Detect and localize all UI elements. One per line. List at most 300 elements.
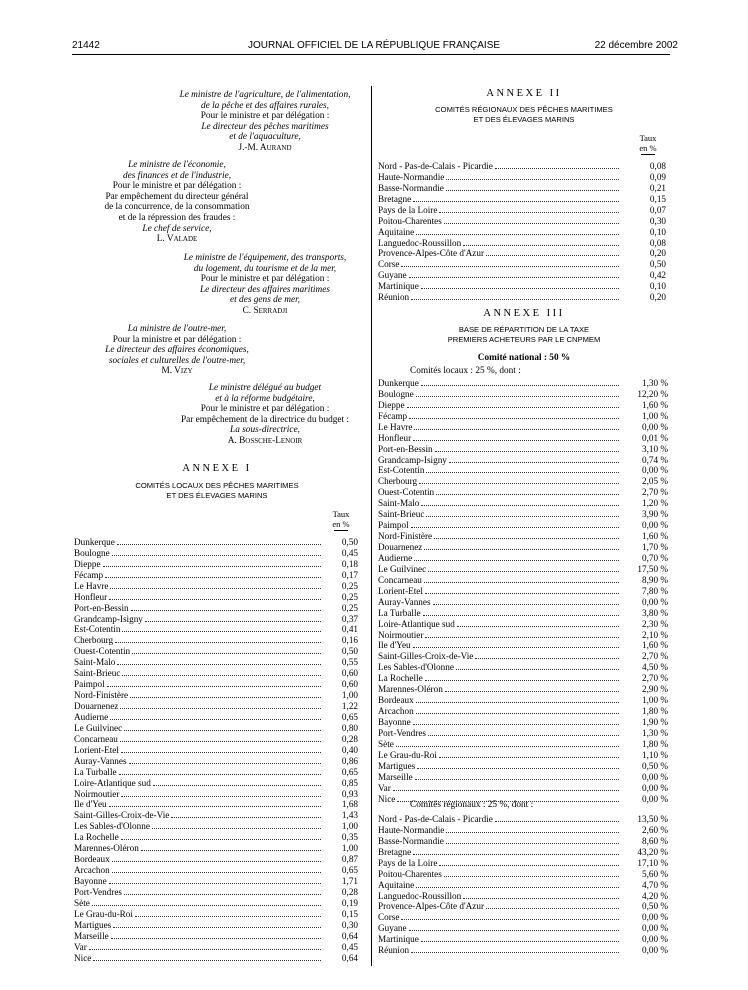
dot-leader [463,244,619,246]
row-label: Fécamp [378,410,408,421]
row-value: 0,45 [341,941,358,952]
dot-leader [416,712,619,714]
row-label: Pays de la Loire [378,857,438,868]
row-value: 1,10 % [641,749,668,760]
row-label: Noirmoutier [378,629,424,640]
table-row [74,898,358,909]
row-value: 0,00 % [641,945,668,956]
table-row [378,825,668,836]
table-row [378,597,668,608]
table-row [74,701,358,712]
row-label: Haute-Normandie [378,171,445,182]
comite-national: Comité national : 50 % [477,353,571,363]
dot-leader [92,904,321,906]
dot-leader [417,767,619,769]
row-label: Le Havre [74,580,109,591]
row-label: Marseille [74,930,109,941]
table-row [74,778,358,789]
row-value: 0,00 % [641,465,668,476]
row-value: 0,10 [649,226,666,237]
table-row [74,537,358,548]
row-label: Saint-Brieuc [74,668,121,679]
table-row [378,717,668,728]
dot-leader [446,189,619,191]
signature-line: Par empêchement de la directrice du budget : [180,414,350,425]
dot-leader [117,543,321,545]
dot-leader [413,853,619,855]
table-row [378,662,668,673]
dot-leader [112,860,321,862]
table-row [74,843,358,854]
annexe3-title: ANNEXE III [483,308,565,319]
signature-line: des finances et de l'industrie, [122,170,232,181]
table-row [378,227,666,238]
row-label: Saint-Brieuc [378,509,425,520]
row-value: 0,64 [341,930,358,941]
row-label: Guyane [378,923,407,934]
row-value: 0,40 [341,744,358,755]
row-label: Saint-Malo [378,498,420,509]
table-row [378,761,668,772]
row-value: 0,70 % [641,552,668,563]
dot-leader [113,926,321,928]
row-label: Nord - Pas-de-Calais - Picardie [378,813,493,824]
row-value: 3,90 % [641,509,668,520]
row-label: Aquitaine [378,879,415,890]
table-row [378,542,668,553]
signature-line: et à la réforme budgétaire, [215,393,315,404]
row-label: Réunion [378,292,410,303]
row-label: Le Havre [378,421,413,432]
table-row [74,832,358,843]
table-row [74,581,358,592]
row-label: Arcachon [378,706,414,717]
row-value: 0,00 % [641,923,668,934]
row-value: 8,60 % [641,835,668,846]
dot-leader [424,548,619,550]
annexe2-table [378,161,666,303]
row-value: 0,25 [341,591,358,602]
dot-leader [434,537,619,539]
dot-leader [105,576,321,578]
row-label: Bretagne [378,193,412,204]
row-value: 0,65 [341,711,358,722]
table-row [378,880,668,891]
table-row [74,854,358,865]
row-value: 8,90 % [641,574,668,585]
dot-leader [421,287,619,289]
dot-leader [411,951,619,953]
row-value: 7,80 % [641,585,668,596]
dot-leader [413,646,619,648]
signature-line: Pour la ministre et par délégation : [112,334,242,345]
dot-leader [444,222,619,224]
row-label: Saint-Malo [74,657,116,668]
row-value: 0,28 [341,886,358,897]
row-value: 3,10 % [641,443,668,454]
row-value: 0,65 [341,766,358,777]
row-label: Poitou-Charentes [378,868,442,879]
row-label: Saint-Gilles-Croix-de-Vie [378,651,474,662]
table-row [378,814,668,825]
dot-leader [413,200,619,202]
header-rule [72,54,670,55]
signature-line: et des gens de mer, [230,295,300,306]
table-row [74,614,358,625]
row-label: Languedoc-Roussillon [378,237,462,248]
row-value: 0,20 [649,248,666,259]
row-label: Loire-Atlantique sud [74,777,151,788]
table-row [74,756,358,767]
row-value: 1,30 % [641,727,668,738]
row-label: Marennes-Oléron [74,843,139,854]
row-value: 0,00 % [641,421,668,432]
table-row [378,869,668,880]
row-value: 0,65 [341,865,358,876]
row-value: 1,00 [341,843,358,854]
row-value: 1,00 [341,821,358,832]
row-value: 0,25 [341,602,358,613]
dot-leader [415,778,619,780]
table-row [378,238,666,249]
row-value: 1,00 [341,690,358,701]
table-row [378,476,668,487]
dot-leader [132,652,321,654]
table-row [378,858,668,869]
row-label: Paimpol [378,520,409,531]
row-label: Concarneau [378,574,422,585]
table-row [378,586,668,597]
dot-leader [124,729,321,731]
table-row [378,750,668,761]
dot-leader [409,929,619,931]
table-row [378,161,666,172]
table-row [378,619,668,630]
row-label: Poitou-Charentes [378,215,442,226]
row-value: 1,43 [341,810,358,821]
row-label: Douarnenez [74,701,119,712]
row-label: Grandcamp-Isigny [378,454,447,465]
row-value: 3,80 % [641,607,668,618]
table-row [378,292,666,303]
table-row [378,487,668,498]
dot-leader [414,559,619,561]
dot-leader [446,178,619,180]
row-label: Port-Vendres [378,727,426,738]
table-row [74,953,358,964]
row-label: Cherbourg [378,476,418,487]
table-row [378,684,668,695]
dot-leader [401,918,619,920]
row-label: Haute-Normandie [378,824,445,835]
dot-leader [475,657,619,659]
row-label: Le Guilvinec [74,722,123,733]
row-label: Audierne [378,552,413,563]
dot-leader [495,167,619,169]
row-label: Le Guilvinec [378,563,427,574]
table-row [74,920,358,931]
signature-line: Le directeur des affaires économiques, [105,345,249,356]
table-row [378,564,668,575]
signature-line: de la pêche et des affaires rurales, [201,100,329,111]
dot-leader [428,570,619,572]
table-row [378,498,668,509]
table-row [74,548,358,559]
row-value: 0,08 [649,237,666,248]
row-label: Ouest-Cotentin [378,487,435,498]
dot-leader [152,827,321,829]
dot-leader [413,723,619,725]
row-value: 0,45 [341,547,358,558]
row-value: 0,10 [649,281,666,292]
signature-line: Pour le ministre et par délégation : [200,274,330,285]
dot-leader [120,707,321,709]
table-row [378,706,668,717]
table-row [74,767,358,778]
row-value: 1,60 % [641,399,668,410]
signature-line: La ministre de l'outre-mer, [127,324,227,334]
row-label: Var [378,782,391,793]
dot-leader [421,384,619,386]
dot-leader [419,482,619,484]
dot-leader [411,526,619,528]
dot-leader [141,849,321,851]
table-row [378,923,668,934]
signature-line: Pour le ministre et par délégation : [200,111,330,122]
table-row [378,902,668,913]
dot-leader [411,298,619,300]
signature-budget [150,383,380,447]
row-value: 1,70 % [641,542,668,553]
annexe2-subtitle [378,105,670,124]
dot-leader [416,395,619,397]
row-label: Martigues [74,919,112,930]
dot-leader [486,254,619,256]
dot-leader [112,554,321,556]
row-label: Noirmoutier [74,788,120,799]
annexe1-table [74,537,358,964]
row-label: La Turballe [378,607,421,618]
dot-leader [109,805,321,807]
row-label: Honfleur [74,591,108,602]
signature-line: du logement, du tourisme et de la mer, [193,263,337,274]
dot-leader [436,493,619,495]
taux-underline [334,530,348,531]
table-row [74,789,358,800]
dot-leader [153,784,321,786]
dot-leader [409,417,619,419]
row-label: Languedoc-Roussillon [378,890,462,901]
row-label: Sète [378,738,394,749]
dot-leader [107,685,321,687]
row-value: 0,25 [341,580,358,591]
table-row [378,183,666,194]
table-row [378,433,668,444]
signature-line: Le ministre délégué au budget [208,383,322,393]
table-row [74,931,358,942]
row-label: Basse-Normandie [378,835,444,846]
row-label: Dunkerque [74,536,115,547]
row-value: 0,87 [341,854,358,865]
row-value: 0,50 [341,536,358,547]
table-row [74,821,358,832]
row-label: Fécamp [74,569,104,580]
dot-leader [121,795,321,797]
signature-outre-mer [72,324,282,377]
table-row [378,389,668,400]
signatory-name: J.-M. Aurand [238,142,292,153]
row-label: Bordeaux [74,854,110,865]
row-value: 2,70 % [641,651,668,662]
row-label: Nice [378,793,396,804]
table-row [378,520,668,531]
journal-title: JOURNAL OFFICIEL DE LA RÉPUBLIQUE FRANÇAISE [247,40,501,51]
dot-leader [109,598,321,600]
dot-leader [463,897,619,899]
table-row [378,608,668,619]
annexe2-title: ANNEXE II [486,88,562,99]
taux-label: Taux [639,133,657,143]
row-label: Nord-Finistère [74,690,129,701]
row-value: 0,28 [341,733,358,744]
dot-leader [122,630,321,632]
row-value: 0,08 [649,160,666,171]
dot-leader [122,674,321,676]
row-label: Dunkerque [378,377,419,388]
row-label: Réunion [378,945,410,956]
signatory-name: C. Serradji [242,305,288,316]
dot-leader [446,831,619,833]
row-value: 0,00 % [641,771,668,782]
table-row [378,378,668,389]
table-row [378,934,668,945]
annexe3-locaux-table [378,378,668,805]
dot-leader [457,625,619,627]
dot-leader [446,842,619,844]
row-value: 0,16 [341,635,358,646]
row-label: Ile d'Yeu [74,799,107,810]
taux-label: Taux [332,509,350,519]
dot-leader [110,718,321,720]
table-row [378,531,668,542]
row-value: 1,60 % [641,531,668,542]
row-label: Loire-Atlantique sud [378,618,455,629]
table-row [378,509,668,520]
row-value: 0,19 [341,897,358,908]
dot-leader [407,406,619,408]
table-row [378,249,666,260]
row-label: Nord - Pas-de-Calais - Picardie [378,160,493,171]
row-value: 0,35 [341,832,358,843]
dot-leader [120,740,321,742]
table-row [74,559,358,570]
subtitle-line: COMITÉS RÉGIONAUX DES PÊCHES MARITIMES [435,105,613,114]
row-value: 1,00 % [641,695,668,706]
row-value: 0,21 [649,182,666,193]
row-value: 0,60 [341,679,358,690]
row-label: Dieppe [74,558,101,569]
row-value: 0,00 % [641,793,668,804]
row-value: 1,90 % [641,717,668,728]
row-value: 0,15 [341,908,358,919]
dot-leader [414,428,619,430]
row-value: 2,30 % [641,618,668,629]
dot-leader [425,592,619,594]
signature-economie [72,160,282,245]
row-value: 0,09 [649,171,666,182]
dot-leader [115,641,321,643]
row-label: Auray-Vannes [378,596,431,607]
row-value: 1,30 % [641,377,668,388]
column-divider [371,86,372,966]
dot-leader [93,959,321,961]
row-value: 0,85 [341,777,358,788]
dot-leader [110,587,321,589]
dot-leader [413,439,619,441]
table-row [74,734,358,745]
table-row [74,668,358,679]
signatory-name: A. Bossche-Lenoir [227,435,303,446]
row-label: Provence-Alpes-Côte d'Azur [378,248,485,259]
table-row [378,172,666,183]
row-value: 5,60 % [641,868,668,879]
dot-leader [145,620,321,622]
row-value: 1,00 % [641,410,668,421]
table-row [378,641,668,652]
table-row [74,635,358,646]
row-label: Sète [74,897,90,908]
row-value: 0,50 % [641,760,668,771]
dot-leader [445,690,619,692]
dot-leader [119,773,321,775]
table-row [378,630,668,641]
dot-leader [426,471,619,473]
row-value: 0,41 [341,624,358,635]
annexe3-subtitle [378,325,670,344]
dot-leader [428,734,619,736]
row-label: Ouest-Cotentin [74,646,131,657]
row-label: La Rochelle [378,673,423,684]
taux-unit: en % [639,142,657,153]
row-value: 0,50 % [641,901,668,912]
signature-line: Pour le ministre et par délégation : [112,181,242,192]
row-label: Bordeaux [378,695,414,706]
signature-line: La sous-directrice, [230,425,300,436]
dot-leader [111,937,321,939]
annexe1-taux-header [323,510,359,531]
row-label: Nord-Finistère [378,531,433,542]
row-value: 0,20 [649,292,666,303]
subtitle-line: ET DES ÉLEVAGES MARINS [473,114,575,124]
dot-leader [112,871,321,873]
signature-line: de la concurrence, de la consommation [104,202,250,213]
row-value: 0,42 [649,270,666,281]
row-label: Bretagne [378,846,412,857]
row-label: Boulogne [378,388,414,399]
table-row [378,575,668,586]
row-value: 0,30 [649,215,666,226]
row-value: 43,20 % [637,846,668,857]
dot-leader [426,515,619,517]
row-label: Dieppe [378,399,405,410]
row-label: Pays de la Loire [378,204,438,215]
publication-date: 22 décembre 2002 [594,40,678,51]
row-value: 0,01 % [641,432,668,443]
signature-line: Le ministre de l'économie, [128,160,226,170]
row-label: Honfleur [378,432,412,443]
row-value: 13,50 % [637,813,668,824]
dot-leader [171,816,321,818]
